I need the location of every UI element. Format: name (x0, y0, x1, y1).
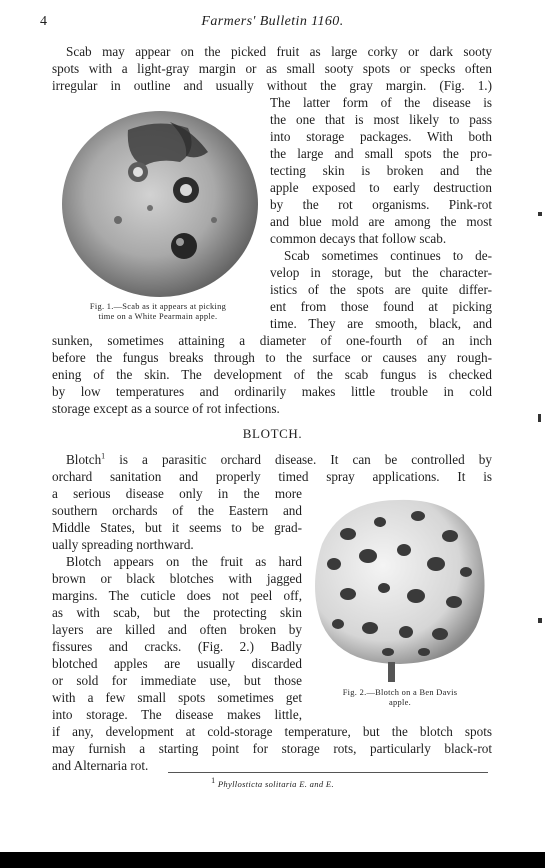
text-line: fissures and cracks. (Fig. 2.) Badly (52, 639, 302, 654)
text-line: Blotch appears on the fruit as hard (66, 554, 302, 569)
scan-speck (538, 618, 542, 623)
figure-1-caption-line: time on a White Pearmain apple. (98, 312, 218, 321)
text-line: Scab may appear on the picked fruit as large corky or dark sooty (66, 44, 492, 59)
text-line: orchard sanitation and properly timed spray applications. It is (52, 469, 492, 484)
text-line: irregular in outline and usually without the gray margin. (Fig. 1.) (52, 78, 492, 93)
text-line: sunken, sometimes attaining a diameter of one-fourth of an inch (52, 333, 492, 348)
text-line: istics of the spots are quite differ- (270, 282, 492, 297)
text-line: a serious disease only in the more (52, 486, 302, 501)
text-line: the large and small spots the pro- (270, 146, 492, 161)
text-line: southern orchards of the Eastern and (52, 503, 302, 518)
text-line: tecting skin is broken and the (270, 163, 492, 178)
text-line: before the fungus breaks through to the surface or causes any rough- (52, 350, 492, 365)
text-line: margins. The cuticle does not peel off, (52, 588, 302, 603)
text-line: or sold for immediate use, but those (52, 673, 302, 688)
text-line: Middle States, but it seems to be grad- (52, 520, 302, 535)
figure-1-caption-line: Fig. 1.—Scab as it appears at picking (89, 302, 227, 311)
text-line: the one that is most likely to pass (270, 112, 492, 127)
running-title: Farmers' Bulletin 1160. (201, 14, 344, 29)
figure-2-caption-line: Fig. 2.—Blotch on a Ben Davis (342, 688, 458, 697)
scan-speck (538, 414, 541, 422)
page-number: 4 (40, 14, 47, 29)
text-line: layers are killed and often broken by (52, 622, 302, 637)
text-line: into storage packages. With both (270, 129, 492, 144)
text-line: common decays that follow scab. (270, 231, 447, 246)
text-line: ent from those found at picking (270, 299, 492, 314)
text-line: storage except as a source of rot infections. (52, 401, 280, 416)
text-line: time. They are smooth, black, and (270, 316, 492, 331)
text-fragment: is a parasitic orchard disease. It can be controlled by (105, 452, 492, 467)
figure-2-apple-photo (308, 492, 490, 682)
text-line: by low temperatures and ordinarily makes little trouble in cold (52, 384, 492, 399)
text-line: into storage. The disease makes little, (52, 707, 302, 722)
scan-speck (538, 212, 542, 216)
text-line: brown or black blotches with jagged (52, 571, 302, 586)
footnote-rule (168, 772, 488, 773)
text-line: may furnish a starting point for storage rots, particularly black-rot (52, 741, 492, 756)
footnote-mark: 1 (211, 776, 216, 786)
figure-1-caption (52, 302, 264, 322)
section-heading: BLOTCH. (242, 426, 303, 441)
text-line (52, 452, 492, 467)
text-line: The latter form of the disease is (270, 95, 492, 110)
text-line: Scab sometimes continues to de- (284, 248, 492, 263)
footnote-text: Phyllosticta solitaria E. and E. (217, 779, 334, 789)
text-line: spots with a light-gray margin or as small sooty spots or specks often (52, 61, 492, 76)
footnote-reference: 1 (101, 451, 106, 461)
footnote (0, 776, 545, 789)
text-line: ually spreading northward. (52, 537, 194, 552)
text-line: velop in storage, but the character- (270, 265, 492, 280)
text-line: as with scab, but the protecting skin (52, 605, 302, 620)
figure-2-caption-line: apple. (388, 698, 412, 707)
text-line: blotched apples are usually discarded (52, 656, 302, 671)
figure-2-caption (304, 688, 496, 708)
text-line: ening of the skin. The development of the scab fungus is checked (52, 367, 492, 382)
text-line: and blue mold are among the most (270, 214, 492, 229)
text-line: and Alternaria rot. (52, 758, 149, 773)
text-line: with a few small spots sometimes get (52, 690, 302, 705)
text-line: by the rot organisms. Pink-rot (270, 197, 492, 212)
text-fragment: Blotch (66, 452, 102, 467)
text-line: apple exposed to early destruction (270, 180, 492, 195)
text-line: if any, development at cold-storage temperature, but the blotch spots (52, 724, 492, 739)
scan-bottom-edge (0, 852, 545, 868)
figure-1-apple-photo (58, 100, 262, 300)
